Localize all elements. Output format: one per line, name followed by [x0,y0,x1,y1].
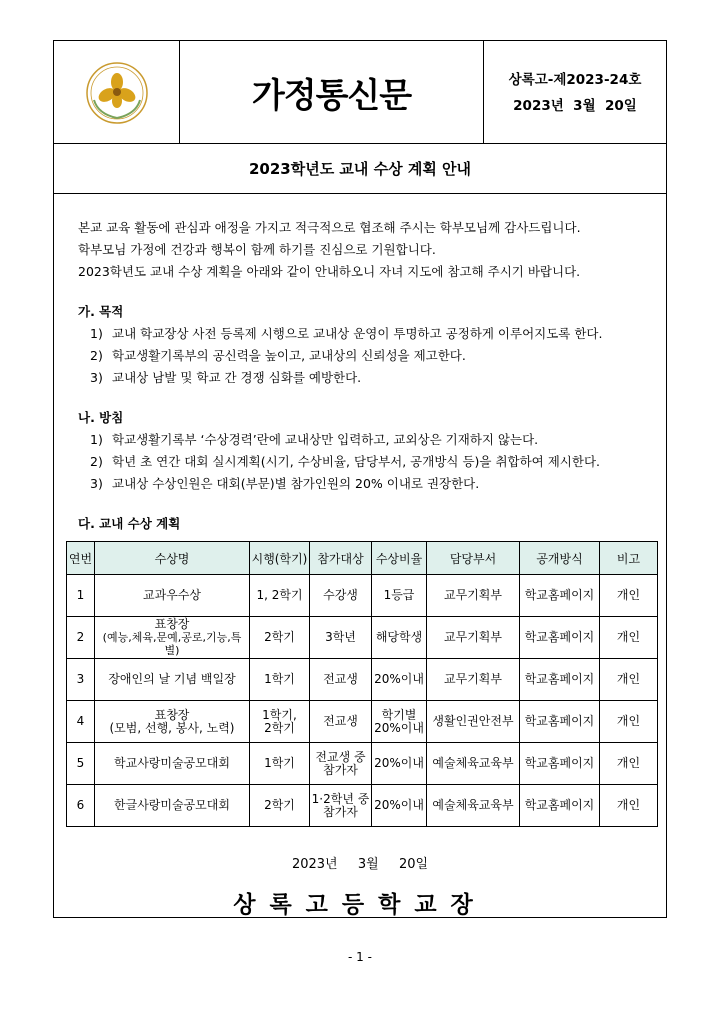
cell-ratio: 해당학생 [372,617,427,659]
document-header [54,41,666,144]
column-header: 수상명 [95,542,250,575]
cell-award-name [95,743,250,785]
school-principal-signature: 상록고등학교장 [233,892,487,918]
item-number: 1) [90,326,103,341]
column-header: 연번 [67,542,95,575]
section-policy-title: 나. 방침 [78,410,124,425]
table-row [67,785,658,827]
item-text: 학교생활기록부 ‘수상경력’란에 교내상만 입력하고, 교외상은 기재하지 않는다. [112,432,539,447]
cell-method: 학교홈페이지 [520,617,600,659]
item-number: 2) [90,454,103,469]
cell-ratio: 20%이내 [372,659,427,701]
list-item [78,451,648,473]
cell-method: 학교홈페이지 [520,575,600,617]
item-number: 3) [90,370,103,385]
table-row [67,575,658,617]
cell-target [310,785,372,827]
cell-target: 전교생 [310,701,372,743]
issue-date: 2023년 3월 20일 [513,97,637,114]
footer-date: 2023년 3월 20일 [291,857,429,872]
cell-ratio: 20%이내 [372,743,427,785]
target-line: 1·2학년 중 [311,791,370,806]
item-number: 3) [90,476,103,491]
issue-info [484,41,666,144]
cell-no: 3 [67,659,95,701]
cell-dept: 교무기획부 [427,659,520,701]
cell-term: 1학기 [250,743,310,785]
list-item [78,367,648,389]
logo-cell [54,41,180,144]
cell-target: 전교생 [310,659,372,701]
cell-award-name [95,659,250,701]
ratio-line: 학기별 [381,707,417,722]
column-header: 담당부서 [427,542,520,575]
table-row [67,743,658,785]
award-name: 한글사랑미술공모대회 [114,798,230,812]
award-plan-table [66,541,658,827]
list-item [78,429,648,451]
issue-number: 상록고-제2023-24호 [508,71,642,88]
cell-award-name [95,575,250,617]
table-row [67,617,658,659]
award-name-detail: (예능,체육,문예,공로,기능,특별) [102,631,242,657]
cell-no: 2 [67,617,95,659]
cell-dept: 교무기획부 [427,575,520,617]
cell-ratio [372,701,427,743]
cell-term [250,701,310,743]
column-header: 시행(학기) [250,542,310,575]
page-number: - 1 - [348,950,372,964]
award-name: 표창장 [154,707,190,722]
table-row [67,659,658,701]
award-name: 장애인의 날 기념 백일장 [108,672,236,686]
intro-paragraph [78,217,648,283]
title-cell [180,41,484,144]
cell-award-name [95,785,250,827]
cell-dept: 예술체육교육부 [427,743,520,785]
item-number: 2) [90,348,103,363]
cell-ratio: 1등급 [372,575,427,617]
cell-no: 5 [67,743,95,785]
cell-note: 개인 [600,659,658,701]
cell-term: 1, 2학기 [250,575,310,617]
column-header: 비고 [600,542,658,575]
cell-note: 개인 [600,575,658,617]
cell-no: 4 [67,701,95,743]
cell-term: 2학기 [250,617,310,659]
award-name: 교과우수상 [143,588,201,602]
column-header: 수상비율 [372,542,427,575]
item-text: 학교생활기록부의 공신력을 높이고, 교내상의 신뢰성을 제고한다. [112,348,466,363]
cell-note: 개인 [600,785,658,827]
school-emblem-icon [84,60,150,126]
cell-award-name [95,701,250,743]
content-body [78,217,648,535]
document-frame [53,40,667,918]
column-header: 참가대상 [310,542,372,575]
cell-term: 1학기 [250,659,310,701]
target-line: 전교생 중 [315,749,366,764]
intro-line: 본교 교육 활동에 관심과 애정을 가지고 적극적으로 협조해 주시는 학부모님께 감사드립니다. [78,220,581,235]
target-line: 참가자 [323,762,358,777]
cell-ratio: 20%이내 [372,785,427,827]
cell-dept: 예술체육교육부 [427,785,520,827]
cell-no: 6 [67,785,95,827]
intro-line: 학부모님 가정에 건강과 행복이 함께 하기를 진심으로 기원합니다. [78,242,436,257]
target-line: 참가자 [323,804,358,819]
list-item [78,345,648,367]
item-text: 학년 초 연간 대회 실시계획(시기, 수상비율, 담당부서, 공개방식 등)을 취합하여 제시한다. [112,454,601,469]
cell-term: 2학기 [250,785,310,827]
cell-dept: 교무기획부 [427,617,520,659]
award-name: 표창장 [154,617,190,631]
item-text: 교내상 남발 및 학교 간 경쟁 심화를 예방한다. [112,370,362,385]
list-item [78,323,648,345]
cell-method: 학교홈페이지 [520,701,600,743]
subject-title: 2023학년도 교내 수상 계획 안내 [54,144,666,194]
section-plan-title: 다. 교내 수상 계획 [78,516,181,531]
award-name: 학교사랑미술공모대회 [114,756,230,770]
cell-note: 개인 [600,701,658,743]
award-name-detail: (모범, 선행, 봉사, 노력) [109,720,235,735]
table-row [67,701,658,743]
cell-target: 3학년 [310,617,372,659]
item-number: 1) [90,432,103,447]
cell-method: 학교홈페이지 [520,743,600,785]
column-header: 공개방식 [520,542,600,575]
list-item [78,473,648,495]
newsletter-title: 가정통신문 [251,76,412,116]
term-line: 2학기 [264,720,295,735]
intro-line: 2023학년도 교내 수상 계획을 아래와 같이 안내하오니 자녀 지도에 참고해 주시기 바랍니다. [78,264,581,279]
cell-method: 학교홈페이지 [520,659,600,701]
item-text: 교내 학교장상 사전 등록제 시행으로 교내상 운영이 투명하고 공정하게 이루어지도록 한다. [112,326,603,341]
section-purpose-title: 가. 목적 [78,304,124,319]
cell-note: 개인 [600,617,658,659]
cell-note: 개인 [600,743,658,785]
term-line: 1학기, [262,707,297,722]
item-text: 교내상 수상인원은 대회(부문)별 참가인원의 20% 이내로 권장한다. [112,476,480,491]
cell-no: 1 [67,575,95,617]
cell-target [310,743,372,785]
cell-method: 학교홈페이지 [520,785,600,827]
table-header-row [67,542,658,575]
cell-target: 수강생 [310,575,372,617]
ratio-line: 20%이내 [374,720,424,735]
cell-dept: 생활인권안전부 [427,701,520,743]
cell-award-name [95,617,250,659]
